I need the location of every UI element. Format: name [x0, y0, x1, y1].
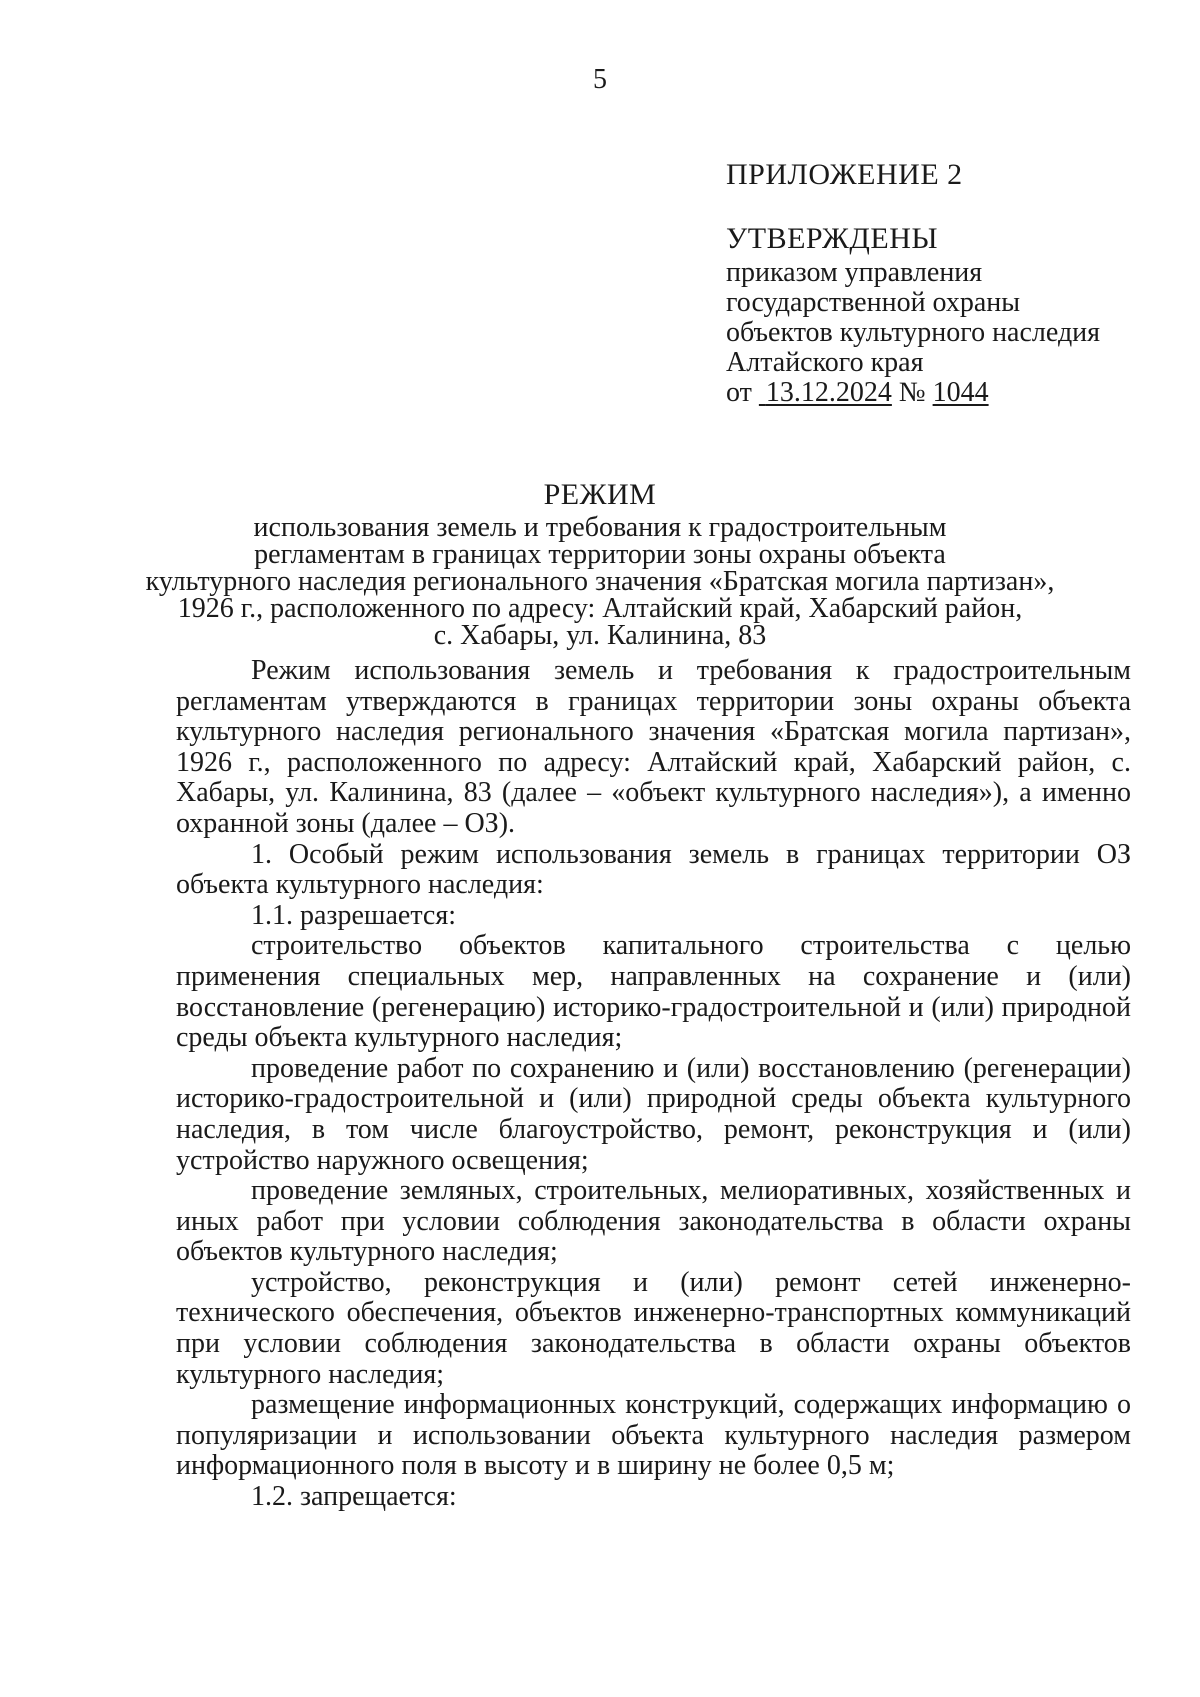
allowed-item: проведение работ по сохранению и (или) восстановлению (регенерации) историко-градостроительной и (или) природной среды объекта культурного наследия, в том числе благоустройство, ремонт, реконструкция и (или) устройство наружного освещения;	[176, 1052, 1131, 1176]
allowed-item: размещение информационных конструкций, содержащих информацию о популяризации и использовании объекта культурного наследия размером информационного поля в высоту и в ширину не более 0,5 м;	[176, 1389, 1131, 1482]
number-sign: №	[898, 377, 926, 408]
allowed-item: устройство, реконструкция и (или) ремонт сетей инженерно-технического обеспечения, объектов инженерно-транспортных коммуникаций при условии соблюдения законодательства в области охраны объектов культурного наследия;	[176, 1266, 1131, 1390]
title-line: с. Хабары, ул. Калинина, 83	[433, 620, 767, 651]
title-line: использования земель и требования к градостроительным	[253, 512, 947, 543]
title-line: 1926 г., расположенного по адресу: Алтайский край, Хабарский район,	[177, 593, 1023, 624]
date-prefix: от	[726, 377, 752, 408]
document-title	[0, 480, 1200, 649]
approval-block	[726, 224, 1100, 408]
order-date-line	[726, 378, 1100, 408]
approved-by-line: государственной охраны	[726, 287, 1021, 318]
order-number: 1044	[932, 377, 989, 408]
approved-by-line: объектов культурного наследия	[726, 317, 1101, 348]
document-body	[176, 656, 1131, 1513]
section-1-heading: 1. Особый режим использования земель в границах территории ОЗ объекта культурного наследия:	[176, 838, 1131, 901]
allowed-item: проведение земляных, строительных, мелиоративных, хозяйственных и иных работ при условии соблюдения законодательства в области охраны объектов культурного наследия;	[176, 1175, 1131, 1268]
subsection-1-1-heading: 1.1. разрешается:	[251, 899, 456, 931]
allowed-item: строительство объектов капитального строительства с целью применения специальных мер, направленных на сохранение и (или) восстановление (регенерацию) историко-градостроительной и (или) природной среды объекта культурного наследия;	[176, 930, 1131, 1054]
appendix-label: ПРИЛОЖЕНИЕ 2	[726, 158, 963, 191]
approved-by-line: приказом управления	[726, 257, 983, 288]
intro-paragraph: Режим использования земель и требования к градостроительным регламентам утверждаются в границах территории зоны охраны объекта культурного наследия регионального значения «Братская могила партизан», 1926 г., расположенного по адресу: Алтайский край, Хабарский район, с. Хабары, ул. Калинина, 83 (далее – «объект культурного наследия»), а именно охранной зоны (далее – ОЗ).	[176, 655, 1131, 839]
title-line: культурного наследия регионального значения «Братская могила партизан»,	[145, 566, 1055, 597]
order-date: 13.12.2024	[765, 377, 892, 408]
page-number: 5	[593, 64, 607, 95]
title-heading: РЕЖИМ	[543, 478, 657, 511]
approved-by-line: Алтайского края	[726, 347, 924, 378]
title-line: регламентам в границах территории зоны охраны объекта	[254, 539, 946, 570]
approved-label: УТВЕРЖДЕНЫ	[726, 222, 939, 255]
subsection-1-2-heading: 1.2. запрещается:	[251, 1481, 457, 1513]
